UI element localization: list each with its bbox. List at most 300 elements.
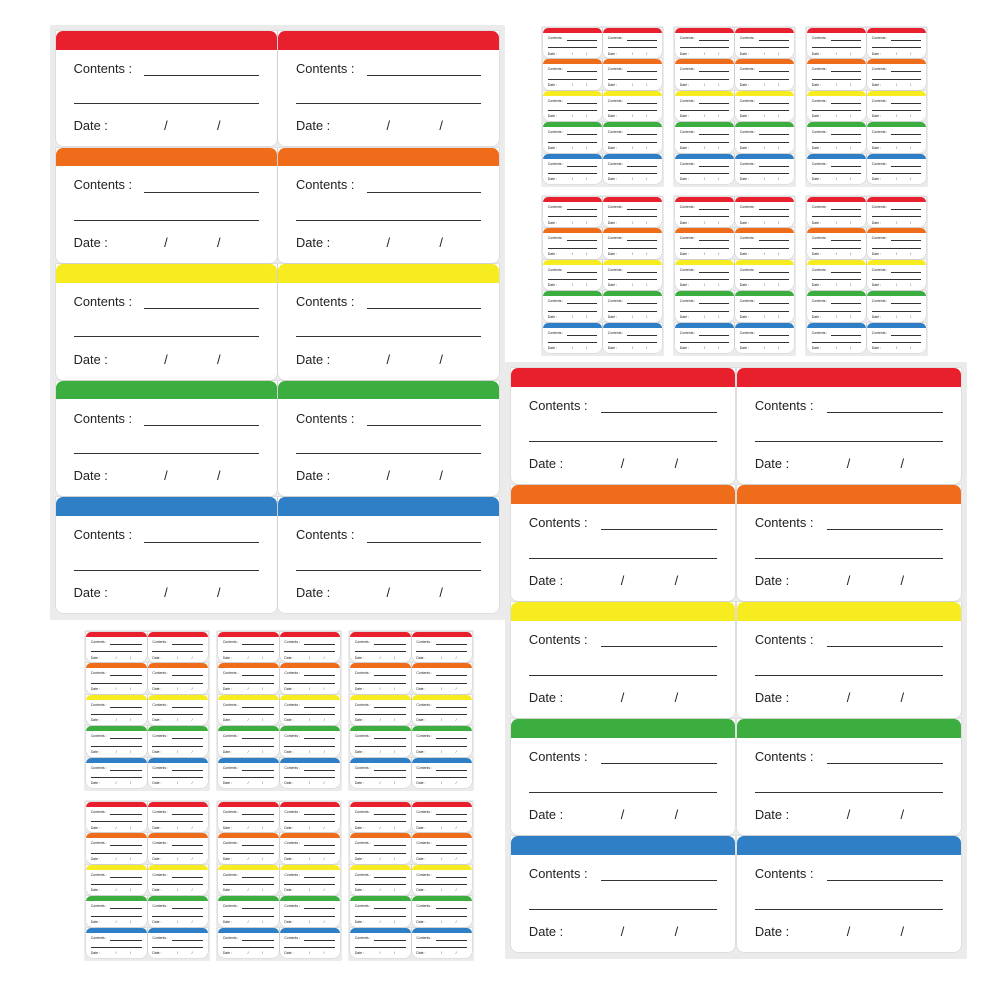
contents-label: Contents : [811, 236, 828, 241]
date-label: Date : [90, 951, 100, 956]
date-label: Date : [354, 825, 364, 830]
contents-write-line [436, 814, 467, 815]
date-slash: / [115, 919, 117, 924]
label-green [675, 122, 734, 152]
date-label: Date : [679, 220, 689, 225]
date-label: Date : [547, 346, 557, 351]
contents-write-line [759, 240, 790, 241]
second-write-line [812, 110, 862, 111]
date-slash: / [379, 718, 381, 723]
date-slash: / [718, 177, 720, 182]
color-band-red [675, 197, 734, 202]
date-slash: / [895, 82, 897, 87]
contents-label: Contents : [90, 841, 107, 846]
date-slash: / [323, 951, 325, 956]
second-write-line [680, 248, 730, 249]
small-label-sheet [541, 195, 664, 356]
contents-write-line [567, 134, 598, 135]
date-slash: / [386, 584, 391, 600]
color-band-red [56, 31, 277, 50]
label-orange [148, 663, 209, 693]
second-write-line [152, 651, 203, 652]
contents-write-line [110, 675, 141, 676]
label-blue [56, 497, 277, 612]
contents-label: Contents : [416, 765, 432, 770]
date-slash: / [441, 749, 443, 754]
date-label: Date : [547, 177, 557, 182]
label-red [350, 632, 411, 662]
contents-write-line [831, 103, 862, 104]
contents-write-line [627, 103, 658, 104]
label-blue [737, 836, 961, 952]
second-write-line [608, 110, 658, 111]
date-slash: / [323, 825, 325, 830]
color-band-orange [280, 663, 341, 668]
contents-label: Contents : [152, 904, 168, 909]
contents-label: Contents : [811, 36, 828, 40]
color-band-orange [867, 228, 926, 233]
date-slash: / [835, 114, 837, 119]
date-slash: / [115, 825, 117, 830]
contents-write-line [110, 770, 141, 771]
date-slash: / [247, 856, 249, 861]
date-slash: / [718, 145, 720, 150]
contents-label: Contents : [739, 236, 756, 241]
color-band-green [735, 122, 794, 127]
label-red [86, 632, 147, 662]
second-write-line [355, 651, 406, 652]
contents-label: Contents : [416, 734, 432, 739]
contents-label: Contents : [354, 734, 371, 739]
date-label: Date : [811, 51, 821, 56]
contents-label: Contents : [607, 67, 624, 72]
color-band-green [511, 719, 735, 738]
contents-write-line [627, 166, 658, 167]
date-slash: / [895, 114, 897, 119]
label-red [280, 632, 341, 662]
date-slash: / [177, 951, 179, 956]
date-slash: / [164, 584, 168, 600]
second-write-line [223, 884, 274, 885]
date-slash: / [177, 888, 179, 893]
contents-label: Contents : [739, 205, 756, 209]
date-slash: / [586, 346, 588, 351]
label-yellow [735, 91, 794, 121]
date-label: Date : [739, 114, 749, 119]
date-label: Date : [871, 346, 881, 351]
date-label: Date : [607, 314, 617, 319]
color-band-yellow [350, 695, 411, 700]
label-green [543, 122, 602, 152]
date-slash: / [778, 314, 780, 319]
label-green [148, 896, 209, 926]
contents-label: Contents : [222, 810, 239, 814]
contents-write-line [567, 209, 598, 210]
contents-label: Contents : [90, 734, 107, 739]
second-write-line [872, 311, 922, 312]
date-label: Date : [222, 655, 232, 660]
color-band-yellow [807, 260, 866, 265]
label-orange [86, 663, 147, 693]
date-slash: / [778, 251, 780, 256]
contents-write-line [110, 845, 141, 846]
second-write-line [872, 216, 922, 217]
second-write-line [74, 336, 259, 337]
second-write-line [680, 110, 730, 111]
label-orange [737, 485, 961, 601]
date-slash: / [115, 856, 117, 861]
color-band-orange [603, 228, 662, 233]
date-slash: / [262, 718, 264, 723]
date-slash: / [262, 749, 264, 754]
label-yellow [86, 865, 147, 895]
color-band-green [86, 896, 147, 901]
color-band-orange [735, 228, 794, 233]
contents-label: Contents : [679, 267, 696, 272]
second-write-line [416, 821, 467, 822]
second-write-line [740, 216, 790, 217]
label-green [867, 122, 926, 152]
color-band-yellow [86, 695, 147, 700]
second-write-line [296, 220, 481, 221]
color-band-green [218, 896, 279, 901]
contents-label: Contents : [811, 161, 828, 166]
contents-write-line [144, 75, 259, 76]
small-label-sheet [541, 26, 664, 187]
date-slash: / [763, 114, 765, 119]
date-label: Date : [416, 655, 426, 660]
date-slash: / [130, 718, 132, 723]
date-slash: / [177, 749, 179, 754]
second-write-line [91, 916, 142, 917]
color-band-red [543, 197, 602, 202]
date-label: Date : [73, 351, 108, 367]
color-band-blue [412, 758, 473, 763]
small-label-sheet [348, 630, 474, 791]
date-label: Date : [739, 346, 749, 351]
label-yellow [867, 91, 926, 121]
contents-write-line [891, 71, 922, 72]
date-label: Date : [528, 689, 564, 705]
contents-label: Contents : [90, 872, 107, 877]
contents-label: Contents : [416, 872, 432, 877]
label-orange [280, 663, 341, 693]
second-write-line [416, 853, 467, 854]
second-write-line [740, 79, 790, 80]
date-slash: / [386, 235, 391, 251]
contents-label: Contents : [152, 702, 168, 707]
date-slash: / [571, 251, 573, 256]
date-slash: / [115, 888, 117, 893]
date-slash: / [778, 82, 780, 87]
label-yellow [218, 865, 279, 895]
date-slash: / [379, 686, 381, 691]
label-yellow [543, 91, 602, 121]
contents-label: Contents : [284, 904, 300, 909]
color-band-green [412, 896, 473, 901]
label-blue [350, 758, 411, 788]
label-orange [511, 485, 735, 601]
label-blue [735, 323, 794, 353]
label-orange [543, 228, 602, 258]
date-slash: / [394, 781, 396, 786]
date-slash: / [763, 251, 765, 256]
label-green [675, 291, 734, 321]
contents-label: Contents : [871, 236, 888, 241]
second-write-line [548, 248, 598, 249]
contents-label: Contents : [607, 98, 624, 103]
date-slash: / [846, 572, 851, 588]
label-yellow [350, 865, 411, 895]
color-band-blue [735, 323, 794, 328]
color-band-yellow [218, 865, 279, 870]
second-write-line [812, 311, 862, 312]
date-label: Date : [679, 346, 689, 351]
date-label: Date : [416, 781, 426, 786]
color-band-green [86, 726, 147, 731]
color-band-yellow [735, 260, 794, 265]
date-slash: / [394, 749, 396, 754]
date-label: Date : [607, 82, 617, 87]
label-red [350, 802, 411, 832]
date-label: Date : [607, 251, 617, 256]
color-band-orange [350, 833, 411, 838]
date-slash: / [910, 283, 912, 288]
contents-label: Contents : [416, 841, 432, 846]
second-write-line [355, 714, 406, 715]
date-slash: / [586, 114, 588, 119]
date-label: Date : [871, 114, 881, 119]
label-orange [412, 833, 473, 863]
contents-label: Contents : [871, 299, 888, 304]
contents-write-line [304, 877, 335, 878]
date-label: Date : [607, 114, 617, 119]
date-slash: / [718, 114, 720, 119]
date-label: Date : [871, 220, 881, 225]
date-slash: / [247, 919, 249, 924]
label-orange [675, 228, 734, 258]
date-slash: / [835, 82, 837, 87]
date-label: Date : [73, 584, 108, 600]
contents-write-line [367, 425, 482, 426]
date-slash: / [164, 235, 168, 251]
contents-write-line [374, 738, 405, 739]
date-slash: / [718, 82, 720, 87]
date-label: Date : [739, 314, 749, 319]
date-label: Date : [739, 145, 749, 150]
date-label: Date : [547, 283, 557, 288]
color-band-red [807, 197, 866, 202]
contents-write-line [367, 192, 482, 193]
date-label: Date : [811, 251, 821, 256]
date-slash: / [115, 686, 117, 691]
contents-write-line [831, 40, 862, 41]
second-write-line [152, 746, 203, 747]
date-label: Date : [528, 923, 564, 939]
second-write-line [296, 103, 481, 104]
contents-write-line [627, 40, 658, 41]
label-orange [735, 228, 794, 258]
label-blue [675, 323, 734, 353]
date-slash: / [191, 951, 193, 956]
contents-label: Contents : [871, 98, 888, 103]
label-red [867, 197, 926, 227]
label-yellow [218, 695, 279, 725]
contents-write-line [831, 303, 862, 304]
contents-label: Contents : [754, 748, 814, 764]
color-band-green [218, 726, 279, 731]
date-slash: / [778, 51, 780, 56]
contents-label: Contents : [354, 671, 371, 676]
second-write-line [755, 675, 943, 676]
date-slash: / [571, 314, 573, 319]
color-band-yellow [603, 91, 662, 96]
contents-write-line [374, 644, 405, 645]
second-write-line [355, 777, 406, 778]
date-slash: / [115, 655, 117, 660]
date-slash: / [835, 145, 837, 150]
color-band-orange [350, 663, 411, 668]
color-band-red [412, 802, 473, 807]
contents-write-line [304, 845, 335, 846]
date-slash: / [262, 655, 264, 660]
contents-write-line [891, 303, 922, 304]
contents-write-line [374, 707, 405, 708]
date-slash: / [455, 718, 457, 723]
date-slash: / [620, 689, 625, 705]
second-write-line [223, 651, 274, 652]
contents-label: Contents : [73, 177, 133, 193]
label-blue [511, 836, 735, 952]
label-green [278, 381, 499, 496]
contents-write-line [759, 134, 790, 135]
label-red [412, 632, 473, 662]
date-label: Date : [811, 346, 821, 351]
contents-write-line [172, 877, 203, 878]
color-band-red [675, 28, 734, 33]
date-slash: / [309, 856, 311, 861]
color-band-green [675, 122, 734, 127]
date-slash: / [646, 346, 648, 351]
color-band-red [218, 802, 279, 807]
label-red [737, 368, 961, 484]
label-orange [675, 59, 734, 89]
contents-write-line [172, 845, 203, 846]
contents-write-line [367, 75, 482, 76]
color-band-orange [148, 833, 209, 838]
date-label: Date : [679, 314, 689, 319]
label-red [603, 197, 662, 227]
date-slash: / [586, 177, 588, 182]
label-yellow [735, 260, 794, 290]
contents-write-line [374, 770, 405, 771]
date-label: Date : [416, 919, 426, 924]
second-write-line [223, 916, 274, 917]
contents-label: Contents : [811, 330, 828, 335]
small-label-sheet [84, 630, 210, 791]
contents-write-line [304, 738, 335, 739]
contents-write-line [242, 644, 273, 645]
color-band-blue [218, 928, 279, 933]
date-slash: / [631, 220, 633, 225]
contents-write-line [436, 770, 467, 771]
contents-write-line [827, 529, 944, 530]
second-write-line [355, 683, 406, 684]
date-label: Date : [607, 177, 617, 182]
contents-label: Contents : [90, 765, 107, 770]
date-label: Date : [528, 806, 564, 822]
date-label: Date : [871, 177, 881, 182]
date-slash: / [846, 806, 851, 822]
contents-write-line [759, 335, 790, 336]
label-green [603, 291, 662, 321]
date-slash: / [674, 572, 679, 588]
date-slash: / [191, 655, 193, 660]
contents-write-line [242, 877, 273, 878]
contents-label: Contents : [354, 872, 371, 877]
date-label: Date : [296, 235, 331, 251]
date-slash: / [191, 919, 193, 924]
color-band-yellow [735, 91, 794, 96]
label-red [218, 802, 279, 832]
date-slash: / [247, 825, 249, 830]
label-green [86, 896, 147, 926]
color-band-blue [86, 758, 147, 763]
contents-label: Contents : [528, 631, 588, 647]
date-slash: / [455, 655, 457, 660]
contents-write-line [172, 644, 203, 645]
second-write-line [529, 675, 717, 676]
date-slash: / [247, 686, 249, 691]
contents-write-line [436, 738, 467, 739]
date-slash: / [455, 825, 457, 830]
contents-label: Contents : [739, 330, 756, 335]
date-slash: / [571, 220, 573, 225]
date-slash: / [439, 468, 443, 484]
contents-write-line [436, 908, 467, 909]
date-slash: / [835, 51, 837, 56]
label-red [735, 28, 794, 58]
date-slash: / [850, 314, 852, 319]
contents-write-line [304, 814, 335, 815]
label-blue [867, 323, 926, 353]
label-yellow [350, 695, 411, 725]
contents-label: Contents : [284, 640, 300, 644]
second-write-line [152, 683, 203, 684]
contents-write-line [172, 738, 203, 739]
date-slash: / [394, 655, 396, 660]
date-label: Date : [284, 718, 294, 723]
second-write-line [284, 884, 335, 885]
contents-label: Contents : [222, 904, 239, 909]
label-orange [603, 59, 662, 89]
date-slash: / [850, 283, 852, 288]
label-green [735, 122, 794, 152]
date-slash: / [309, 749, 311, 754]
date-label: Date : [354, 718, 364, 723]
color-band-red [278, 31, 499, 50]
contents-label: Contents : [547, 161, 564, 166]
label-red [56, 31, 277, 146]
contents-label: Contents : [811, 205, 828, 209]
contents-label: Contents : [528, 748, 588, 764]
second-write-line [680, 142, 730, 143]
date-slash: / [763, 346, 765, 351]
date-label: Date : [284, 781, 294, 786]
date-label: Date : [547, 251, 557, 256]
contents-label: Contents : [871, 267, 888, 272]
contents-label: Contents : [73, 293, 133, 309]
